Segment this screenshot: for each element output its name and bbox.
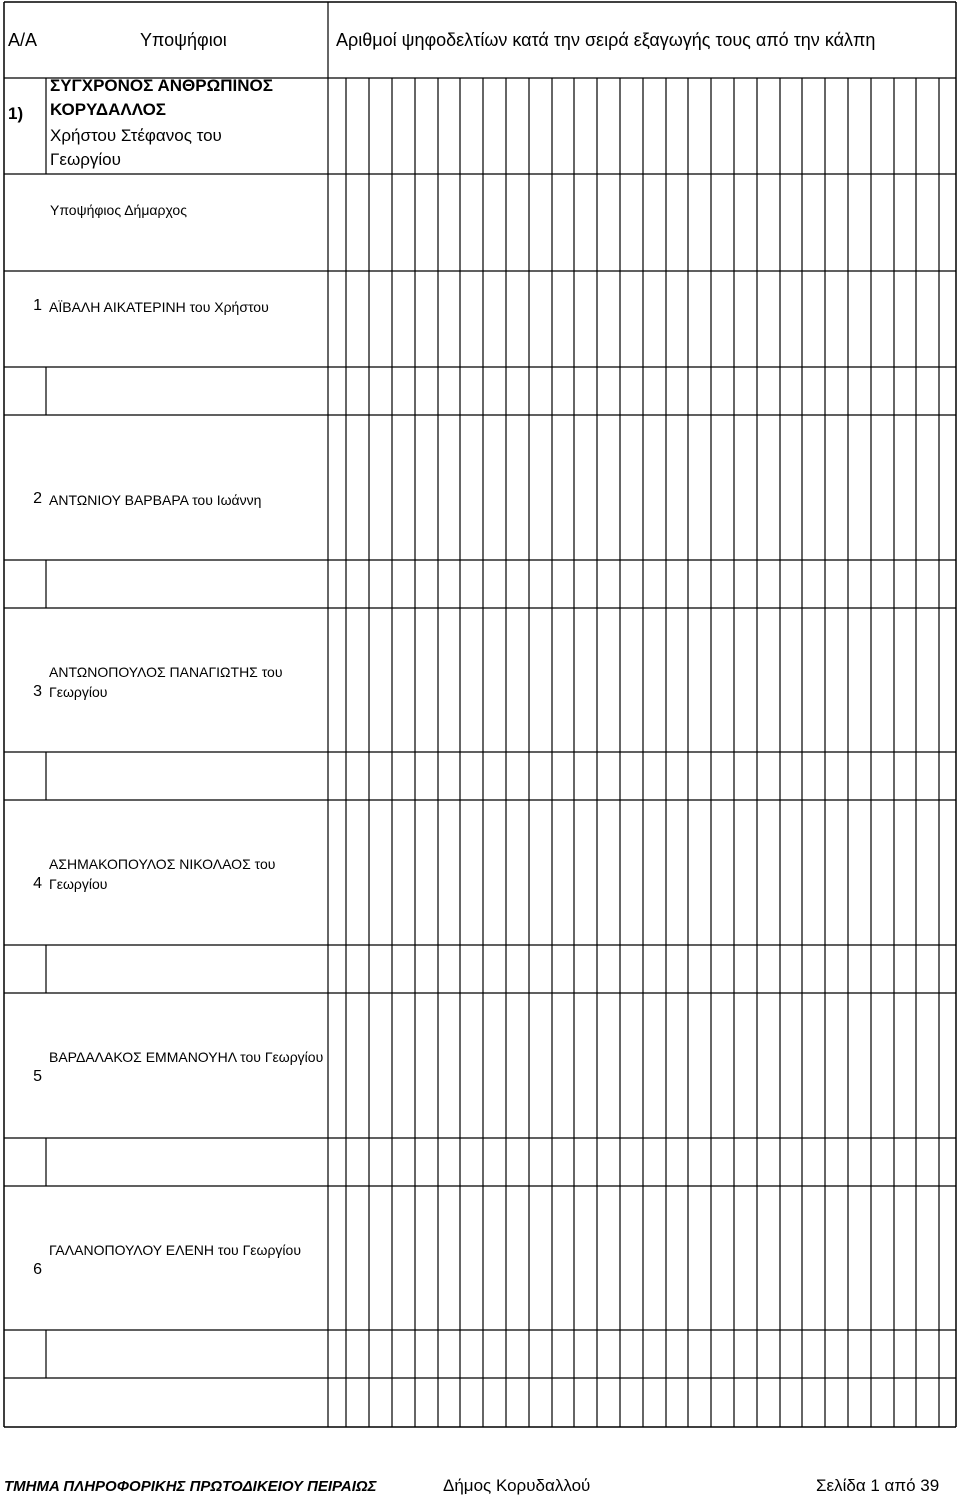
footer-page-number: Σελίδα 1 από 39 <box>816 1476 940 1495</box>
header-candidates: Υποψήφιοι <box>140 30 227 50</box>
candidate-name: ΑΣΗΜΑΚΟΠΟΥΛΟΣ ΝΙΚΟΛΑΟΣ του Γεωργίου <box>49 856 276 892</box>
candidate-number: 2 <box>33 490 42 507</box>
candidate-number: 4 <box>33 875 42 892</box>
candidate-name: ΑΪΒΑΛΗ ΑΙΚΑΤΕΡΙΝΗ του Χρήστου <box>49 299 269 315</box>
footer-municipality: Δήμος Κορυδαλλού <box>443 1476 591 1495</box>
candidate-name: ΒΑΡΔΑΛΑΚΟΣ ΕΜΜΑΝΟΥΗΛ του Γεωργίου <box>49 1049 324 1065</box>
mayor-name-line1: Χρήστου Στέφανος του <box>50 126 222 145</box>
footer-department: ΤΜΗΜΑ ΠΛΗΡΟΦΟΡΙΚΗΣ ΠΡΩΤΟΔΙΚΕΙΟΥ ΠΕΙΡΑΙΩΣ <box>4 1478 377 1495</box>
candidate-number: 3 <box>33 683 42 700</box>
mayor-party-line2: ΚΟΡΥΔΑΛΛΟΣ <box>50 100 166 119</box>
mayor-role: Υποψήφιος Δήμαρχος <box>50 202 187 218</box>
candidate-number: 5 <box>33 1068 42 1085</box>
candidate-number: 1 <box>33 297 42 314</box>
candidate-name: ΑΝΤΩΝΟΠΟΥΛΟΣ ΠΑΝΑΓΙΩΤΗΣ του Γεωργίου <box>49 664 283 700</box>
header-ballots: Αριθμοί ψηφοδελτίων κατά την σειρά εξαγωγής τους από την κάλπη <box>336 30 876 50</box>
candidate-number: 6 <box>33 1261 42 1278</box>
mayor-index: 1) <box>8 104 24 123</box>
mayor-name-line2: Γεωργίου <box>50 150 121 169</box>
candidate-name: ΑΝΤΩΝΙΟΥ ΒΑΡΒΑΡΑ του Ιωάννη <box>49 492 262 508</box>
mayor-party-line1: ΣΥΓΧΡΟΝΟΣ ΑΝΘΡΩΠΙΝΟΣ <box>50 76 273 95</box>
candidate-name: ΓΑΛΑΝΟΠΟΥΛΟΥ ΕΛΕΝΗ του Γεωργίου <box>49 1242 301 1258</box>
header-aa: Α/Α <box>8 30 38 50</box>
